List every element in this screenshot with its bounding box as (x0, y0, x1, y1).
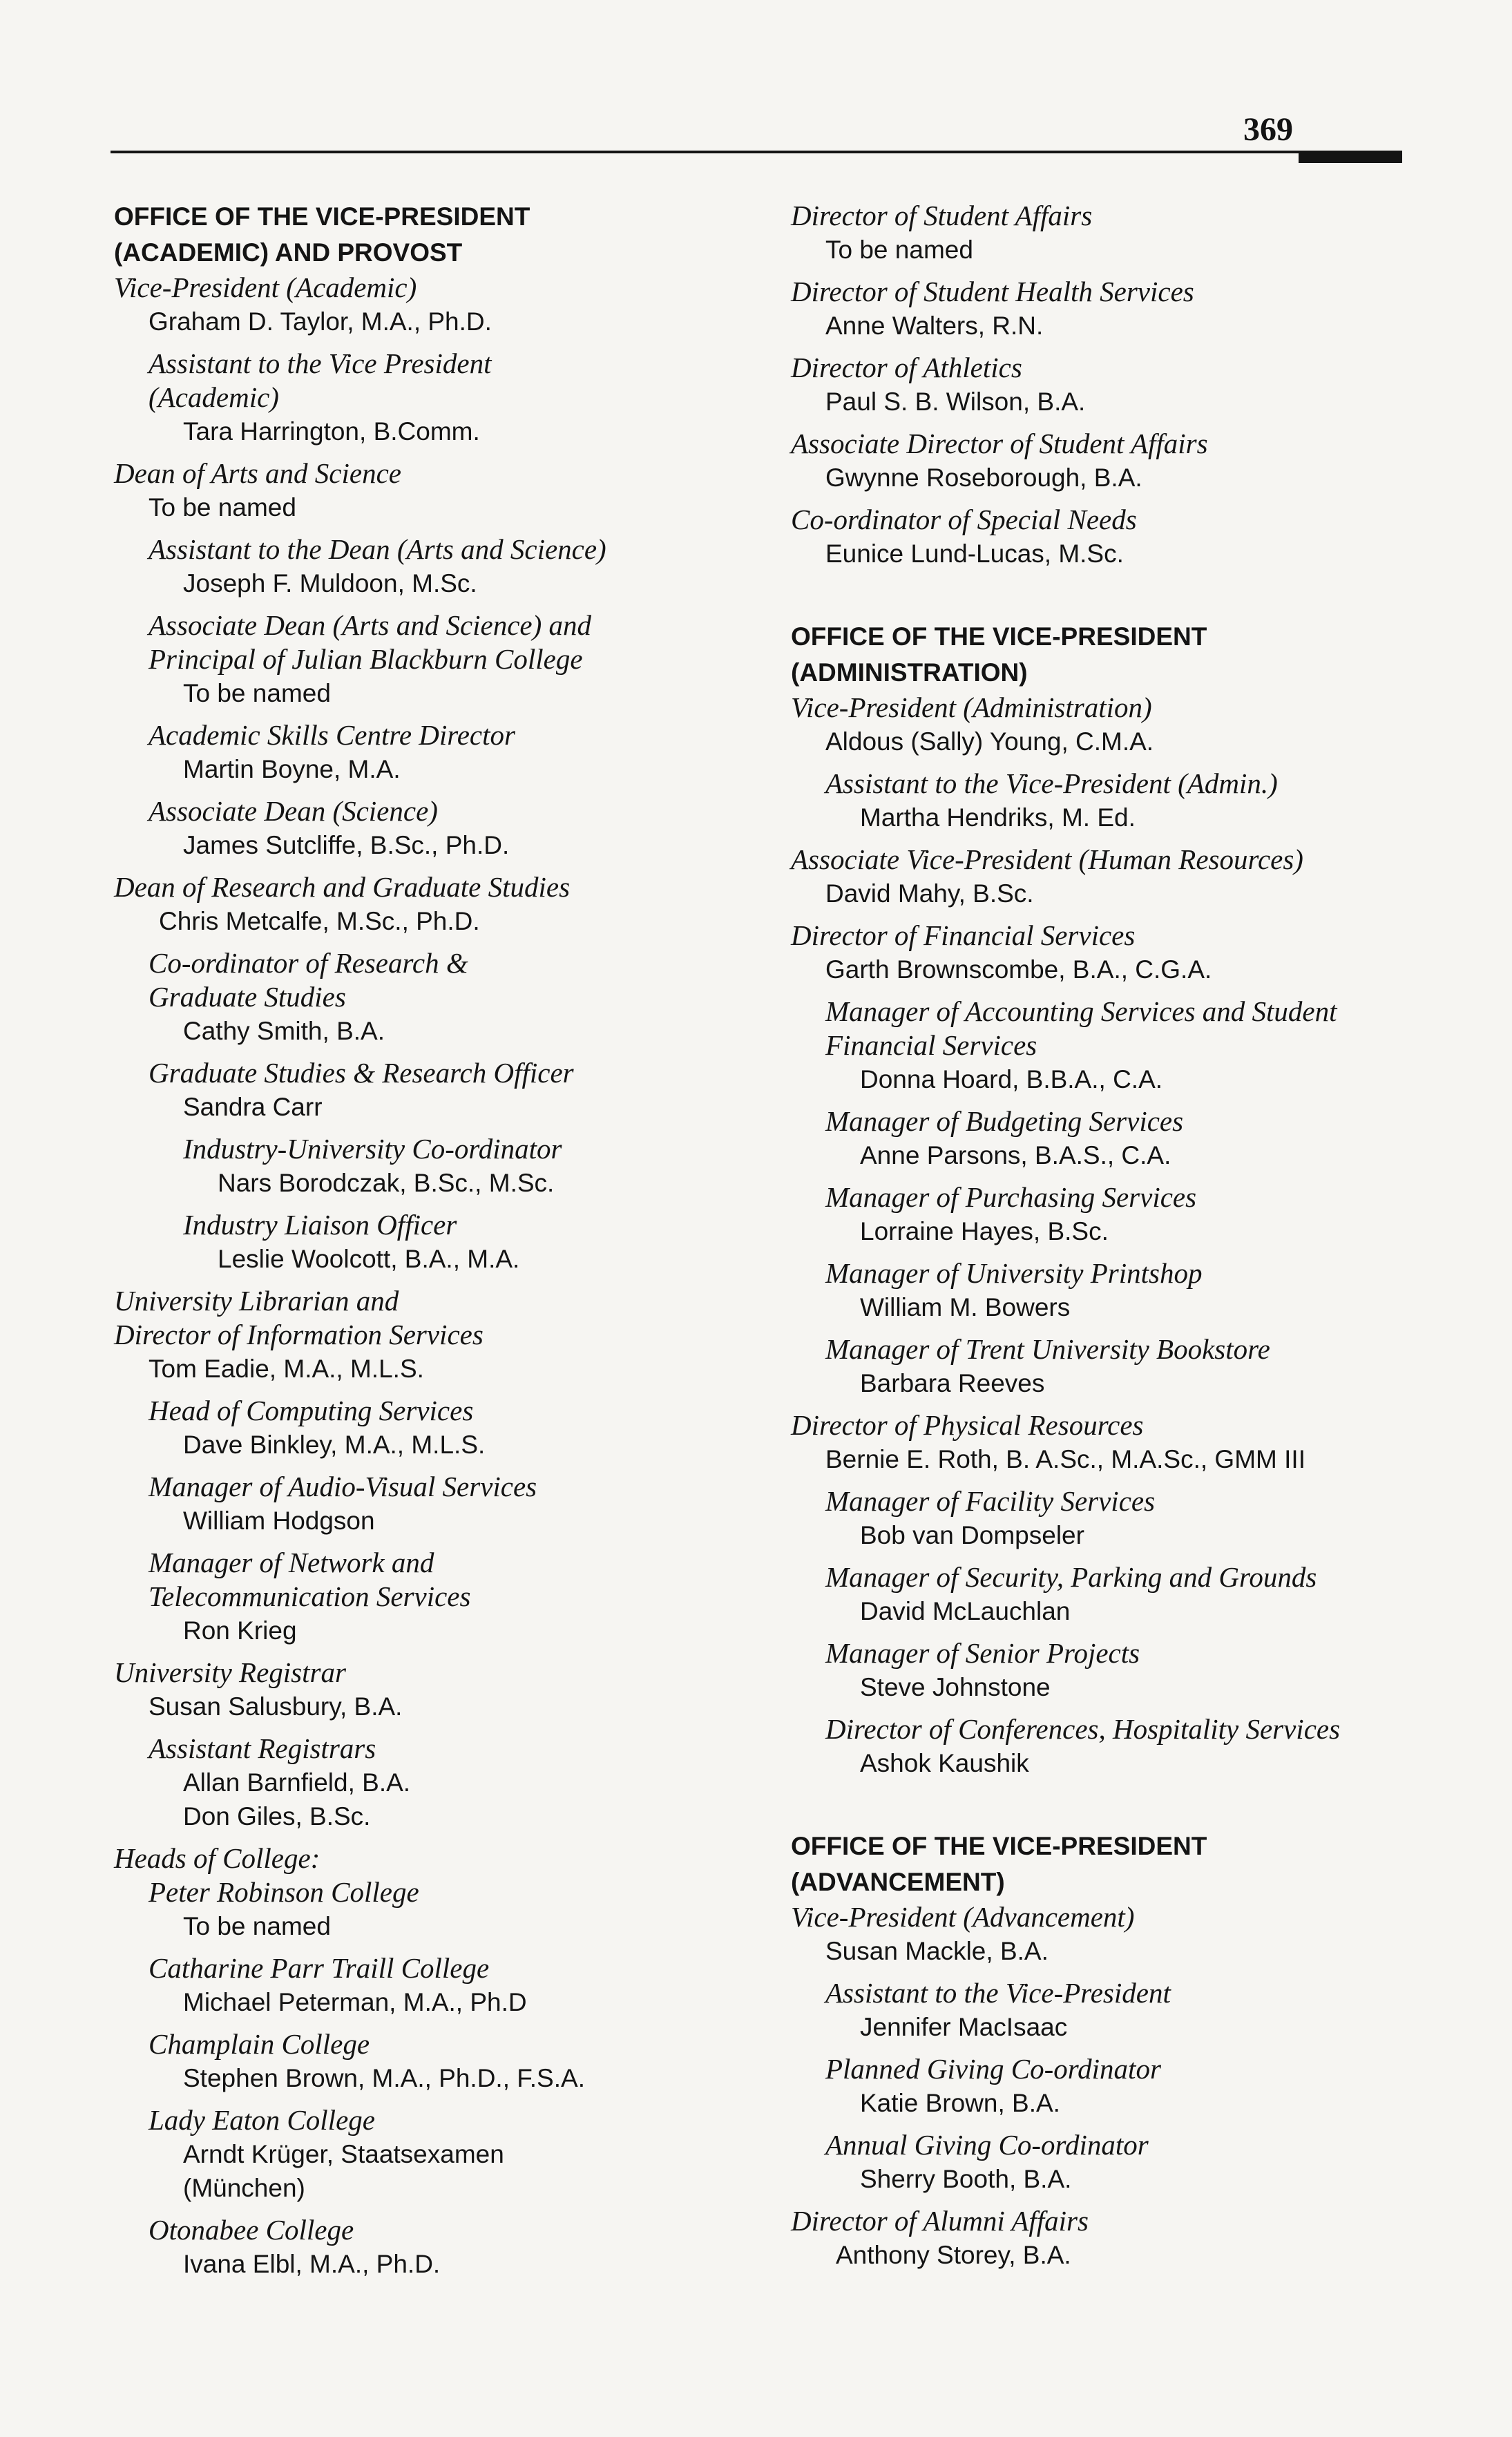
role-title: Assistant to the Vice-President (825, 1977, 1171, 2009)
role-title: Dean of Arts and Science (114, 457, 401, 489)
person-name: William M. Bowers (860, 1293, 1071, 1321)
role-title: Vice-President (Administration) (791, 691, 1152, 723)
role-title: Co-ordinator of Research & (149, 947, 468, 979)
person-name: Aldous (Sally) Young, C.M.A. (825, 727, 1154, 756)
role-title: Manager of Senior Projects (825, 1637, 1140, 1669)
role-title: Manager of University Printshop (825, 1257, 1203, 1289)
person-name: Anne Parsons, B.A.S., C.A. (860, 1141, 1171, 1169)
role-title: Director of Information Services (114, 1319, 484, 1350)
role-title: Co-ordinator of Special Needs (791, 504, 1137, 535)
person-name: James Sutcliffe, B.Sc., Ph.D. (183, 831, 510, 859)
role-title: Champlain College (149, 2028, 370, 2060)
role-title: Lady Eaton College (149, 2104, 375, 2136)
person-name: Nars Borodczak, B.Sc., M.Sc. (218, 1169, 555, 1197)
person-name: To be named (183, 679, 331, 707)
person-name: Michael Peterman, M.A., Ph.D (183, 1988, 527, 2016)
role-title: Academic Skills Centre Director (149, 719, 515, 751)
person-name: Ashok Kaushik (860, 1749, 1029, 1777)
role-title: Manager of Audio-Visual Services (149, 1471, 537, 1502)
role-title: Director of Alumni Affairs (791, 2205, 1089, 2237)
person-name: Leslie Woolcott, B.A., M.A. (218, 1245, 520, 1273)
role-title: Director of Conferences, Hospitality Services (825, 1713, 1341, 1745)
section-heading: (ADVANCEMENT) (791, 1868, 1005, 1896)
role-title: Associate Dean (Arts and Science) and (149, 609, 592, 641)
header-rule (111, 151, 1402, 153)
person-name: Jennifer MacIsaac (860, 2013, 1068, 2041)
person-name: Sandra Carr (183, 1093, 323, 1121)
role-title: Catharine Parr Traill College (149, 1952, 490, 1984)
role-title: Director of Financial Services (791, 919, 1136, 951)
person-name: Gwynne Roseborough, B.A. (825, 463, 1142, 492)
role-title: Associate Dean (Science) (149, 795, 438, 827)
section-heading: (ADMINISTRATION) (791, 658, 1028, 687)
person-name: Donna Hoard, B.B.A., C.A. (860, 1065, 1163, 1093)
role-title: Head of Computing Services (149, 1395, 474, 1426)
person-name: Steve Johnstone (860, 1673, 1051, 1701)
person-name: Graham D. Taylor, M.A., Ph.D. (149, 307, 492, 336)
person-name: Arndt Krüger, Staatsexamen (183, 2140, 504, 2168)
role-title: Dean of Research and Graduate Studies (114, 871, 571, 903)
role-title: Manager of Security, Parking and Grounds (825, 1561, 1317, 1593)
person-name: Bob van Dompseler (860, 1521, 1084, 1549)
section-heading: (ACADEMIC) AND PROVOST (114, 238, 463, 267)
person-name: Ron Krieg (183, 1616, 297, 1645)
role-title: Director of Student Health Services (791, 276, 1194, 307)
header-tab-mark (1299, 153, 1402, 163)
role-title: Manager of Trent University Bookstore (825, 1333, 1270, 1365)
role-title: Otonabee College (149, 2214, 354, 2246)
person-name: Barbara Reeves (860, 1369, 1045, 1397)
role-title: University Librarian and (114, 1285, 399, 1317)
person-name: To be named (149, 493, 296, 522)
person-name: Sherry Booth, B.A. (860, 2165, 1072, 2193)
role-title: Assistant to the Dean (Arts and Science) (149, 533, 606, 565)
person-name: Paul S. B. Wilson, B.A. (825, 388, 1086, 416)
role-title: Peter Robinson College (149, 1876, 419, 1908)
role-title: Assistant to the Vice President (149, 347, 492, 379)
person-name: Garth Brownscombe, B.A., C.G.A. (825, 955, 1212, 984)
person-name: Susan Mackle, B.A. (825, 1937, 1049, 1965)
role-title: Assistant Registrars (149, 1732, 376, 1764)
person-name: Anne Walters, R.N. (825, 312, 1044, 340)
role-title: Manager of Accounting Services and Student (825, 995, 1337, 1027)
person-name: Anthony Storey, B.A. (836, 2241, 1071, 2269)
person-name: Don Giles, B.Sc. (183, 1802, 371, 1831)
role-title: Assistant to the Vice-President (Admin.) (825, 767, 1278, 799)
person-name: Susan Salusbury, B.A. (149, 1692, 403, 1721)
person-name: Martha Hendriks, M. Ed. (860, 803, 1136, 832)
role-title: Director of Student Affairs (791, 200, 1093, 231)
role-title: Manager of Budgeting Services (825, 1105, 1184, 1137)
role-title: Annual Giving Co-ordinator (825, 2129, 1149, 2161)
role-title: Industry Liaison Officer (183, 1209, 457, 1241)
role-title: Vice-President (Academic) (114, 271, 417, 303)
role-title: Industry-University Co-ordinator (183, 1133, 562, 1165)
role-title: Financial Services (825, 1029, 1037, 1061)
person-name: William Hodgson (183, 1507, 375, 1535)
person-name: Cathy Smith, B.A. (183, 1017, 385, 1045)
role-title: Manager of Network and (149, 1547, 434, 1578)
person-name: Joseph F. Muldoon, M.Sc. (183, 569, 477, 598)
role-title: Telecommunication Services (149, 1580, 471, 1612)
left-column (114, 199, 756, 2281)
right-column (791, 199, 1406, 2272)
person-name: Ivana Elbl, M.A., Ph.D. (183, 2250, 441, 2278)
person-name: Allan Barnfield, B.A. (183, 1768, 411, 1797)
role-title: Heads of College: (114, 1842, 320, 1874)
role-title: Planned Giving Co-ordinator (825, 2053, 1161, 2085)
page-number: 369 (1243, 111, 1293, 148)
person-name: Bernie E. Roth, B. A.Sc., M.A.Sc., GMM III (825, 1445, 1305, 1473)
person-name: David McLauchlan (860, 1597, 1071, 1625)
person-name: Martin Boyne, M.A. (183, 755, 401, 783)
person-name: Tom Eadie, M.A., M.L.S. (149, 1355, 424, 1383)
person-name: Katie Brown, B.A. (860, 2089, 1060, 2117)
person-name: (München) (183, 2174, 305, 2202)
person-name: To be named (825, 236, 973, 264)
section-heading: OFFICE OF THE VICE-PRESIDENT (791, 622, 1207, 651)
role-title: Director of Athletics (791, 352, 1022, 383)
role-title: University Registrar (114, 1656, 346, 1688)
person-name: Eunice Lund-Lucas, M.Sc. (825, 539, 1124, 568)
section-heading: OFFICE OF THE VICE-PRESIDENT (114, 202, 530, 231)
person-name: Tara Harrington, B.Comm. (183, 417, 480, 446)
person-name: To be named (183, 1912, 331, 1940)
role-title: Manager of Facility Services (825, 1485, 1156, 1517)
role-title: Graduate Studies & Research Officer (149, 1057, 574, 1089)
role-title: Director of Physical Resources (791, 1409, 1144, 1441)
role-title: Vice-President (Advancement) (791, 1901, 1135, 1933)
person-name: Lorraine Hayes, B.Sc. (860, 1217, 1109, 1245)
role-title: Graduate Studies (149, 981, 346, 1013)
role-title: Associate Vice-President (Human Resources) (791, 843, 1303, 875)
person-name: Stephen Brown, M.A., Ph.D., F.S.A. (183, 2064, 585, 2092)
person-name: David Mahy, B.Sc. (825, 879, 1034, 908)
section-heading: OFFICE OF THE VICE-PRESIDENT (791, 1832, 1207, 1860)
role-title: (Academic) (149, 381, 279, 413)
person-name: Chris Metcalfe, M.Sc., Ph.D. (159, 907, 480, 935)
role-title: Principal of Julian Blackburn College (149, 643, 583, 675)
role-title: Associate Director of Student Affairs (791, 428, 1208, 459)
person-name: Dave Binkley, M.A., M.L.S. (183, 1431, 486, 1459)
role-title: Manager of Purchasing Services (825, 1181, 1197, 1213)
